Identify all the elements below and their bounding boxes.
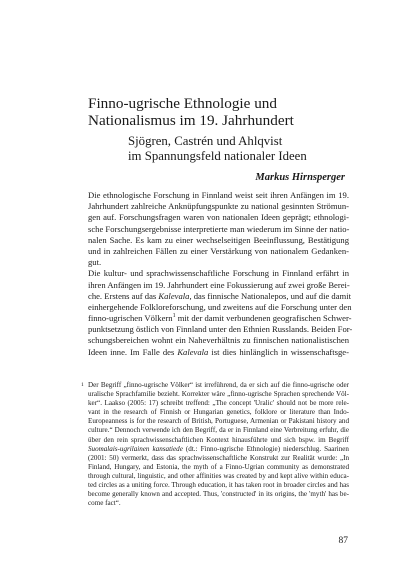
body-line [88,313,352,324]
body-line [88,347,349,358]
footnote-line: culture.“ Dennoch verwende ich den Begriff, da er in Finnland eine Verbreitung erfuhr, die [88,426,349,435]
body-line: Jahrhundert zahlreiche Anknüpfungspunkte zu national gesinnten Strömun- [88,201,349,212]
footnote-line: through cultural, linguistic, and other affinities was created by and kept alive within educa- [88,471,349,480]
paragraph-2 [88,268,353,358]
body-line: ihren Anfängen im 19. Jahrhundert eine Fokussierung auf zwei große Berei- [88,279,350,290]
chapter-title-line-2: Nationalismus im 19. Jahrhundert [88,112,294,129]
body-line: gut. [88,257,102,268]
text-run: finno-ugrischen Völkern [88,313,173,324]
footnote-line: ker“. Laakso (2005: 17) schreibt treffend: „The concept 'Uralic' should not be more rele- [88,399,349,408]
body-line: Die ethnologische Forschung in Finnland weist seit ihren Anfängen im 19. [88,190,349,200]
body-line: und in zahlreichen Fällen zu einer Verstärkung von nationalem Gedanken- [88,245,349,256]
body-line: nalen Sache. Es kam zu einer wechselseitigen Beeinflussung, Bestätigung [88,234,349,245]
author-name: Markus Hirnsperger [255,172,345,183]
footnote-line: become generally known and accepted. Thus, 'constructed' in its origins, the 'myth' has be- [88,490,349,499]
body-line: punktsetzung östlich von Finnland unter den Ethnien Russlands. Beiden For- [88,324,353,335]
body-text [88,190,353,358]
body-line: gen auf. Forschungsfragen waren von nationalen Ideen geprägt; ethnologi- [88,212,349,223]
chapter-title-line-1: Finno-ugrische Ethnologie und [88,95,277,112]
body-line: Die kultur- und sprachwissenschaftliche Forschung in Finnland erfährt in [88,268,349,279]
footnote-line: Finland, Hungary, and Estonia, the myth of a Finno-Ugrian community as demonstrated [88,462,349,471]
text-run: (dt.: Finno-ugrische Ethnologie) niederschlug. Saarinen [182,444,349,453]
body-line [88,290,352,302]
footnote-line: come fact“. [88,499,121,508]
text-run: mit der damit verbundenen geografischen Schwer- [175,313,352,324]
footnote-line: uralische Sprachfamilie bezieht. Korrekter wäre „finno-ugrische Sprachen sprechende Völ- [88,390,349,399]
text-run: , das finnische Nationalepos, und auf die damit [189,290,352,301]
chapter-title [88,95,358,129]
paragraph-1 [88,190,349,268]
footnote-line: Europeanness is for the research of British, Portuguese, Armenian or Pakistani history and [88,417,349,426]
text-run: Ideen inne. Im Falle des [88,346,178,357]
chapter-subtitle [128,134,368,164]
footnote-line: Der Begriff „finno-ugrische Völker“ ist irreführend, da er sich auf die finno-ugrische oder [88,381,349,389]
body-line: einhergehende Folkloreforschung, und zweitens auf die Forschung unter den [88,301,352,312]
text-run: che. Erstens auf das [88,290,159,301]
footnote-reference[interactable]: 1 [172,313,176,320]
footnote-line [88,445,349,454]
body-line: schungsbereichen wohnt ein Naheverhältnis zu finnischen nationalistischen [88,335,349,346]
text-run: ist dies hinlänglich in wissenschaftsge- [208,346,349,357]
footnote-line: (2001: 50) vermerkt, dass das sprachwissenschaftliche Konstrukt zur Realität wurde: „In [88,453,349,462]
page-number: 87 [338,536,348,546]
chapter-subtitle-line-2: im Spannungsfeld nationaler Ideen [128,149,307,163]
footnote-line: ted circles as a uniting force. Through education, it has taken root in broader circles and has [88,481,349,490]
kalevala-italic: Kalevala [158,290,190,301]
finnish-term-italic: Suomalais-ugrilainen kansatiede [88,444,183,453]
footnote-marker: 1 [81,382,84,388]
footnote-line: über den rein sprachwissenschaftlichen Kontext hinausführte und sich bspw. im Begriff [88,435,349,444]
kalevala-italic: Kalevala [177,346,209,357]
body-line: sche Forschungsergebnisse interpretierte man wiederum im Sinne der natio- [88,223,350,234]
chapter-subtitle-line-1: Sjögren, Castrén und Ahlqvist [128,134,283,148]
footnote [81,381,349,508]
footnote-line: vant in the research of Finnish or Hungarian genetics, folklore or literature than Indo- [88,408,349,417]
